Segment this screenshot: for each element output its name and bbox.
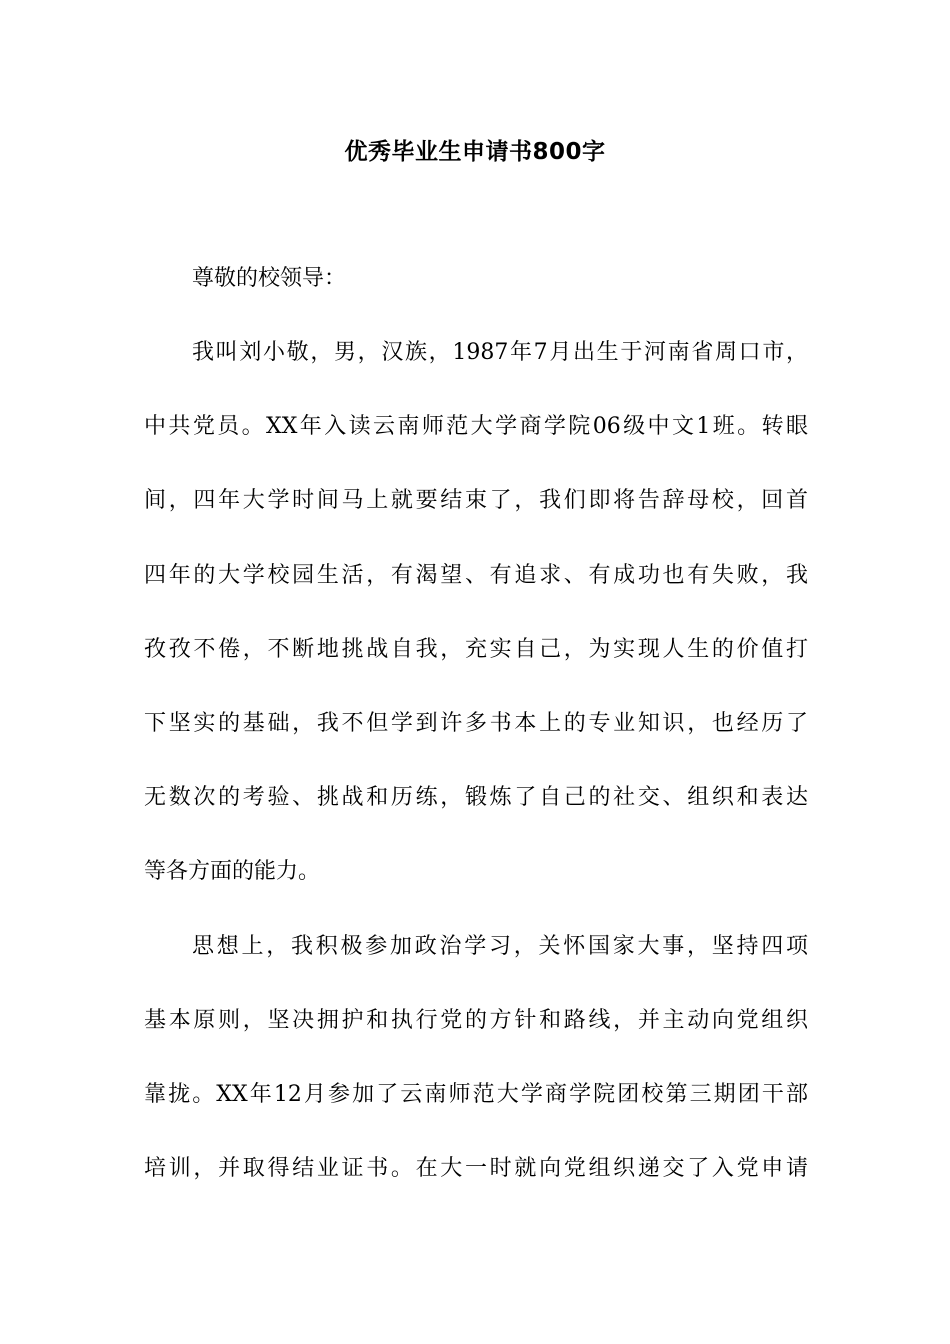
paragraph-line: 思想上，我积极参加政治学习，关怀国家大事，坚持四项 — [192, 934, 808, 959]
document-title: 优秀毕业生申请书800字 — [344, 139, 606, 165]
paragraph-line: 基本原则，坚决拥护和执行党的方针和路线，并主动向党组织 — [144, 1008, 808, 1033]
paragraph-line: 孜孜不倦，不断地挑战自我，充实自己，为实现人生的价值打 — [144, 637, 808, 662]
paragraph-line: 中共党员。XX年入读云南师范大学商学院06级中文1班。转眼 — [144, 414, 808, 439]
paragraph-line: 下坚实的基础，我不但学到许多书本上的专业知识，也经历了 — [144, 711, 808, 736]
paragraph-line: 等各方面的能力。 — [144, 859, 321, 884]
paragraph-line: 我叫刘小敬，男，汉族，1987年7月出生于河南省周口市， — [192, 340, 808, 365]
paragraph-line: 四年的大学校园生活，有渴望、有追求、有成功也有失败，我 — [144, 563, 808, 588]
paragraph-line: 培训，并取得结业证书。在大一时就向党组织递交了入党申请 — [144, 1156, 808, 1181]
paragraph-line: 无数次的考验、挑战和历练，锻炼了自己的社交、组织和表达 — [144, 785, 808, 810]
paragraph-line: 间，四年大学时间马上就要结束了，我们即将告辞母校，回首 — [144, 488, 808, 513]
paragraph-line: 靠拢。XX年12月参加了云南师范大学商学院团校第三期团干部 — [144, 1082, 808, 1107]
salutation: 尊敬的校领导： — [192, 266, 347, 291]
